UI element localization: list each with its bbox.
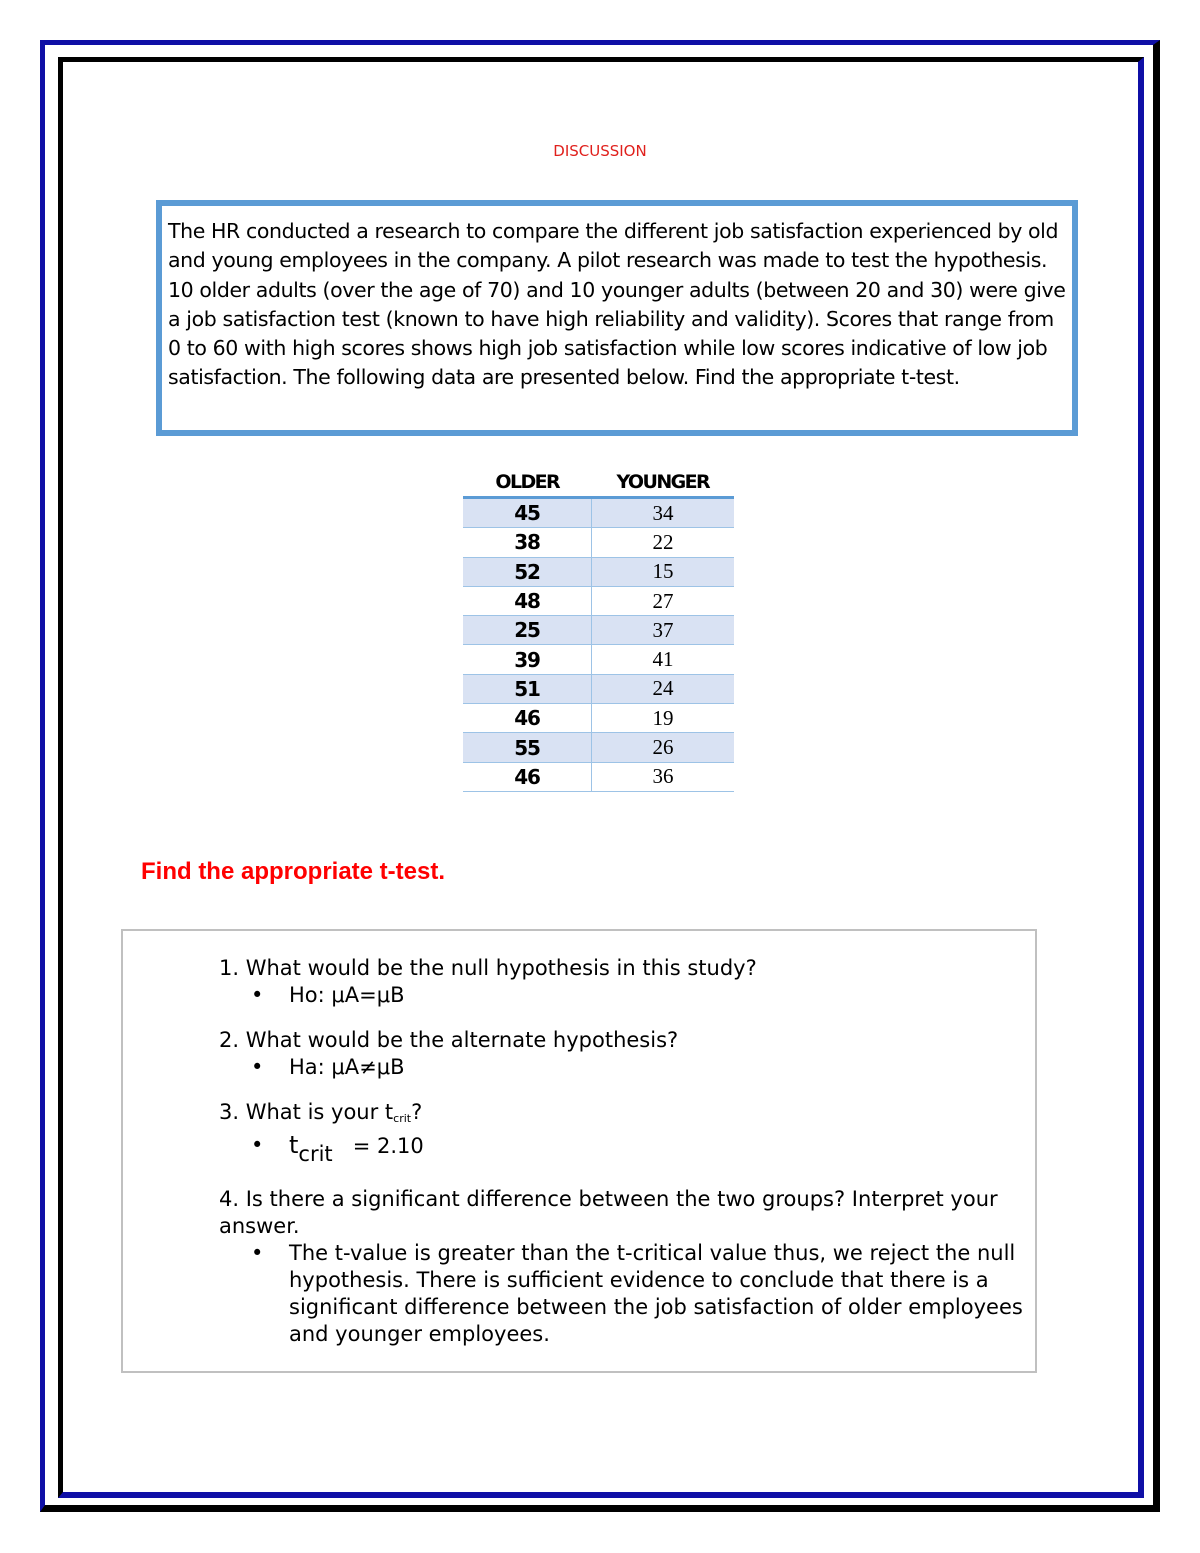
question-3-subscript: crit — [393, 1112, 412, 1125]
younger-score: 24 — [592, 674, 735, 703]
t-crit-symbol: t — [289, 1131, 299, 1159]
younger-score: 26 — [592, 733, 735, 762]
table-row — [463, 616, 734, 645]
find-t-test-title: Find the appropriate t-test. — [141, 858, 446, 885]
younger-score: 37 — [592, 616, 735, 645]
older-score: 51 — [463, 674, 592, 703]
younger-score: 27 — [592, 586, 735, 615]
table-row — [463, 733, 734, 762]
answer-1 — [251, 982, 1039, 1009]
header-younger: YOUNGER — [592, 468, 735, 498]
younger-score: 34 — [592, 498, 735, 528]
older-score: 48 — [463, 586, 592, 615]
question-3-prefix: 3. What is your t — [219, 1100, 394, 1124]
older-score: 38 — [463, 528, 592, 557]
table-row — [463, 557, 734, 586]
older-score: 45 — [463, 498, 592, 528]
younger-score: 41 — [592, 645, 735, 674]
table-row — [463, 674, 734, 703]
question-3-suffix: ? — [411, 1100, 423, 1124]
questions-answers-list — [219, 955, 1039, 1348]
younger-score: 15 — [592, 557, 735, 586]
answer-2 — [251, 1054, 1039, 1081]
t-crit-value: = 2.10 — [332, 1134, 424, 1158]
scores-table — [463, 468, 734, 792]
answer-2-text: Ha: μA≠μB — [289, 1055, 405, 1079]
answer-3 — [251, 1131, 1039, 1168]
answer-4 — [251, 1240, 1039, 1348]
older-score: 46 — [463, 704, 592, 733]
question-4: 4. Is there a significant difference between the two groups? Interpret your answer. — [219, 1187, 998, 1238]
table-row — [463, 586, 734, 615]
older-score: 25 — [463, 616, 592, 645]
discussion-heading: DISCUSSION — [553, 142, 647, 160]
answer-1-text: Ho: μA=μB — [289, 983, 405, 1007]
table-row — [463, 762, 734, 791]
question-1: 1. What would be the null hypothesis in this study? — [219, 956, 757, 980]
questions-answers-box — [121, 929, 1037, 1373]
bullet-icon: • — [251, 983, 264, 1007]
older-score: 55 — [463, 733, 592, 762]
bullet-icon: • — [251, 1055, 264, 1079]
younger-score: 19 — [592, 704, 735, 733]
problem-statement-box — [156, 200, 1078, 436]
table-row — [463, 645, 734, 674]
header-older: OLDER — [463, 468, 592, 498]
t-crit-subscript: crit — [298, 1142, 333, 1166]
table-row — [463, 498, 734, 528]
younger-score: 22 — [592, 528, 735, 557]
bullet-icon: • — [251, 1133, 264, 1157]
older-score: 52 — [463, 557, 592, 586]
answer-4-text: The t-value is greater than the t-critical value thus, we reject the null hypothesis. There is sufficient evidence to conclude that there is a significant difference between the job satisfaction of older employees and younger employees. — [289, 1241, 1023, 1346]
problem-statement-text: The HR conducted a research to compare the different job satisfaction experienced by old and young employees in the company. A pilot research was made to test the hypothesis. 10 older adults (over the age of 70) and 10 younger adults (between 20 and 30) were give a job satisfaction test (known to have high reliability and validity). Scores that range from 0 to 60 with high scores shows high job satisfaction while low scores indicative of low job satisfaction. The following data are presented below. Find the appropriate t-test. — [168, 219, 1066, 390]
question-3 — [219, 1099, 1039, 1132]
table-header-row — [463, 468, 734, 498]
older-score: 39 — [463, 645, 592, 674]
bullet-icon: • — [251, 1241, 264, 1265]
older-score: 46 — [463, 762, 592, 791]
table-row — [463, 704, 734, 733]
younger-score: 36 — [592, 762, 735, 791]
question-2: 2. What would be the alternate hypothesis? — [219, 1028, 679, 1052]
table-row — [463, 528, 734, 557]
